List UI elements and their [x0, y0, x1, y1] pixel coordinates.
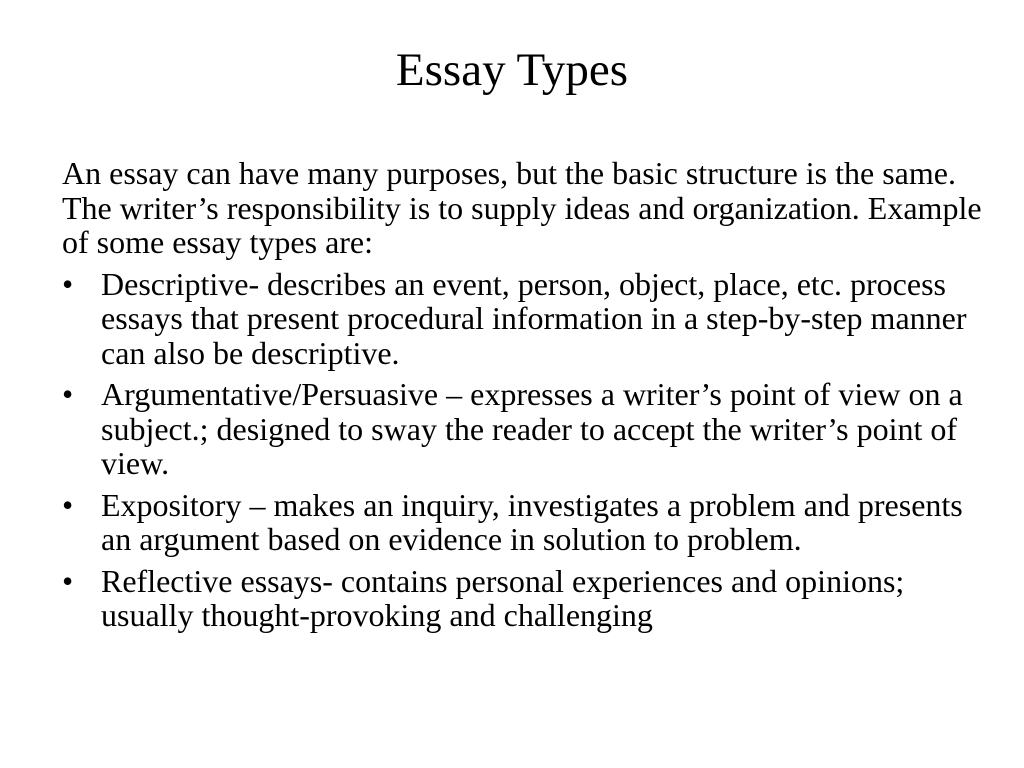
bullet-text: Argumentative/Persuasive – expresses a writer’s point of view on a subject.; designed to sway the reader to accept the writer’s point of view.: [101, 376, 963, 481]
slide-title: Essay Types: [395, 44, 629, 96]
intro-paragraph: An essay can have many purposes, but the basic structure is the same. The writer’s responsibility is to supply ideas and organization. Example of some essay types are:: [62, 155, 982, 260]
bullet-item-expository: [62, 488, 982, 557]
bullet-item-argumentative: [62, 377, 982, 481]
bullet-icon: •: [62, 486, 74, 523]
slide-body: [62, 156, 982, 640]
bullet-icon: •: [62, 376, 74, 412]
bullet-icon: •: [62, 562, 74, 599]
bullet-icon: •: [62, 265, 74, 302]
bullet-text: Expository – makes an inquiry, investigates a problem and presents an argument based on evidence in solution to problem.: [101, 486, 963, 557]
bullet-item-descriptive: [62, 267, 982, 371]
bullet-list: [62, 267, 982, 633]
bullet-item-reflective: [62, 564, 982, 633]
bullet-text: Reflective essays- contains personal experiences and opinions; usually thought-provoking and challenging: [101, 562, 905, 633]
bullet-text: Descriptive- describes an event, person, object, place, etc. process essays that present procedural information in a step-by-step manner can also be descriptive.: [101, 265, 967, 371]
